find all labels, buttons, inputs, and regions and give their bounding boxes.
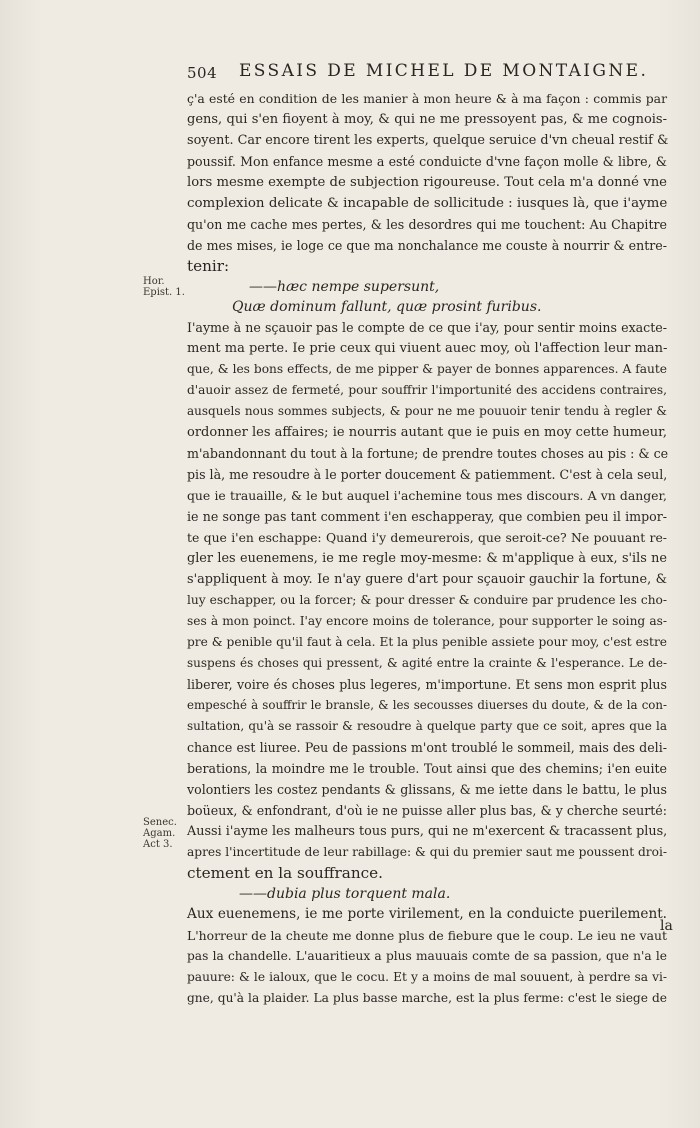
verse-quote-seneca bbox=[187, 884, 667, 904]
margin-note-line: Hor. bbox=[143, 276, 165, 287]
verse-line: ——dubia plus torquent mala. bbox=[239, 886, 451, 902]
paragraph-3 bbox=[187, 904, 667, 1009]
text-line: berations, la moindre me le trouble. Tout ainsi que des chemins; i'en euite bbox=[187, 761, 667, 776]
text-line: lors mesme exempte de subjection rigoureuse. Tout cela m'a donné vne bbox=[187, 175, 667, 190]
text-line: s'appliquent à moy. Ie n'ay guere d'art pour sçauoir gauchir la fortune, & bbox=[187, 572, 667, 587]
text-line: gne, qu'à la plaider. La plus basse marche, est la plus ferme: c'est le siege de bbox=[187, 991, 667, 1005]
text-line: pauure: & le ialoux, que le cocu. Et y a moins de mal souuent, à perdre sa vi- bbox=[187, 970, 667, 984]
page-header bbox=[187, 61, 649, 87]
text-line: ie ne songe pas tant comment i'en eschapperay, que combien peu il impor- bbox=[187, 509, 667, 524]
verse-line: ——hæc nempe supersunt, bbox=[249, 279, 440, 295]
text-line: te que i'en eschappe: Quand i'y demeurerois, que seroit-ce? Ne pouuant re- bbox=[187, 530, 667, 545]
text-line: ausquels nous sommes subjects, & pour ne me pouuoir tenir tendu à regler & bbox=[187, 404, 667, 418]
paragraph-1 bbox=[187, 88, 667, 277]
text-line: ctement en la souffrance. bbox=[187, 864, 383, 882]
margin-note-line: Senec. bbox=[143, 817, 177, 828]
text-line: sultation, qu'à se rassoir & resoudre à quelque party que ce soit, apres que la bbox=[187, 719, 667, 733]
margin-note-line: Agam. bbox=[143, 828, 176, 839]
text-line: chance est liuree. Peu de passions m'ont troublé le sommeil, mais des deli- bbox=[187, 740, 667, 755]
body-text bbox=[187, 88, 667, 1009]
margin-note-line: Act 3. bbox=[143, 839, 173, 850]
text-line: tenir: bbox=[187, 257, 230, 275]
text-line: ç'a esté en condition de les manier à mon heure & à ma façon : commis par bbox=[187, 91, 667, 106]
text-line: qu'on me cache mes pertes, & les desordres qui me touchent: Au Chapitre bbox=[187, 217, 667, 232]
text-line: d'auoir assez de fermeté, pour souffrir l'importunité des accidens contraires, bbox=[187, 383, 667, 397]
text-line: soyent. Car encore tirent les experts, quelque seruice d'vn cheual restif & bbox=[187, 133, 669, 148]
margin-note-horace bbox=[143, 276, 185, 298]
text-line: gler les euenemens, ie me regle moy-mesme: & m'applique à eux, s'ils ne bbox=[187, 551, 667, 566]
text-line: ordonner les affaires; ie nourris autant que ie puis en moy cette humeur, bbox=[187, 425, 667, 440]
text-line: pre & penible qu'il faut à cela. Et la plus penible assiete pour moy, c'est estre bbox=[187, 635, 667, 649]
verse-quote-horace bbox=[187, 277, 667, 317]
page-number: 504 bbox=[187, 64, 218, 82]
text-line: Aux euenemens, ie me porte virilement, en la conduicte puerilement. bbox=[187, 906, 667, 922]
text-line: suspens és choses qui pressent, & agité entre la crainte & l'esperance. Le de- bbox=[187, 656, 667, 670]
catchword: la bbox=[660, 918, 673, 934]
text-line: empesché à souffrir le bransle, & les secousses diuerses du doute, & de la con- bbox=[187, 698, 667, 712]
text-line: apres l'incertitude de leur rabillage: & qui du premier saut me poussent droi- bbox=[187, 845, 667, 859]
text-line: que ie trauaille, & le but auquel i'achemine tous mes discours. A vn danger, bbox=[187, 488, 667, 503]
text-line: luy eschapper, ou la forcer; & pour dresser & conduire par prudence les cho- bbox=[187, 593, 667, 607]
text-line: volontiers les costez pendants & glissans, & me iette dans le battu, le plus bbox=[187, 782, 667, 797]
text-line: ment ma perte. Ie prie ceux qui viuent auec moy, où l'affection leur man- bbox=[187, 341, 668, 356]
text-line: ses à mon poinct. I'ay encore moins de tolerance, pour supporter le soing as- bbox=[187, 614, 667, 628]
text-line: I'ayme à ne sçauoir pas le compte de ce que i'ay, pour sentir moins exacte- bbox=[187, 320, 667, 335]
paragraph-2 bbox=[187, 317, 667, 884]
text-line: m'abandonnant du tout à la fortune; de prendre toutes choses au pis : & ce bbox=[187, 446, 669, 461]
text-line: poussif. Mon enfance mesme a esté conduicte d'vne façon molle & libre, & bbox=[187, 154, 667, 169]
text-line: que, & les bons effects, de me pipper & payer de bonnes apparences. A faute bbox=[187, 362, 667, 376]
text-line: gens, qui s'en fioyent à moy, & qui ne me pressoyent pas, & me cognois- bbox=[187, 112, 667, 127]
text-line: complexion delicate & incapable de sollicitude : iusques là, que i'ayme bbox=[187, 196, 668, 211]
text-line: pas la chandelle. L'auaritieux a plus mauuais comte de sa passion, que n'a le bbox=[187, 949, 667, 963]
margin-note-seneca bbox=[143, 817, 177, 850]
text-line: L'horreur de la cheute me donne plus de fiebure que le coup. Le ieu ne vaut bbox=[187, 928, 667, 943]
margin-note-line: Epist. 1. bbox=[143, 287, 185, 298]
text-line: de mes mises, ie loge ce que ma nonchalance me couste à nourrir & entre- bbox=[187, 238, 667, 253]
running-head: ESSAIS DE MICHEL DE MONTAIGNE. bbox=[239, 61, 649, 81]
text-line: Aussi i'ayme les malheurs tous purs, qui ne m'exercent & tracassent plus, bbox=[187, 824, 668, 839]
verse-line: Quæ dominum fallunt, quæ prosint furibus. bbox=[232, 299, 542, 315]
text-line: liberer, voire és choses plus legeres, m'importune. Et sens mon esprit plus bbox=[187, 677, 667, 692]
text-line: boüeux, & enfondrant, d'où ie ne puisse aller plus bas, & y cherche seurté: bbox=[187, 803, 667, 818]
text-line: pis là, me resoudre à le porter doucement & patiemment. C'est à cela seul, bbox=[187, 467, 668, 482]
